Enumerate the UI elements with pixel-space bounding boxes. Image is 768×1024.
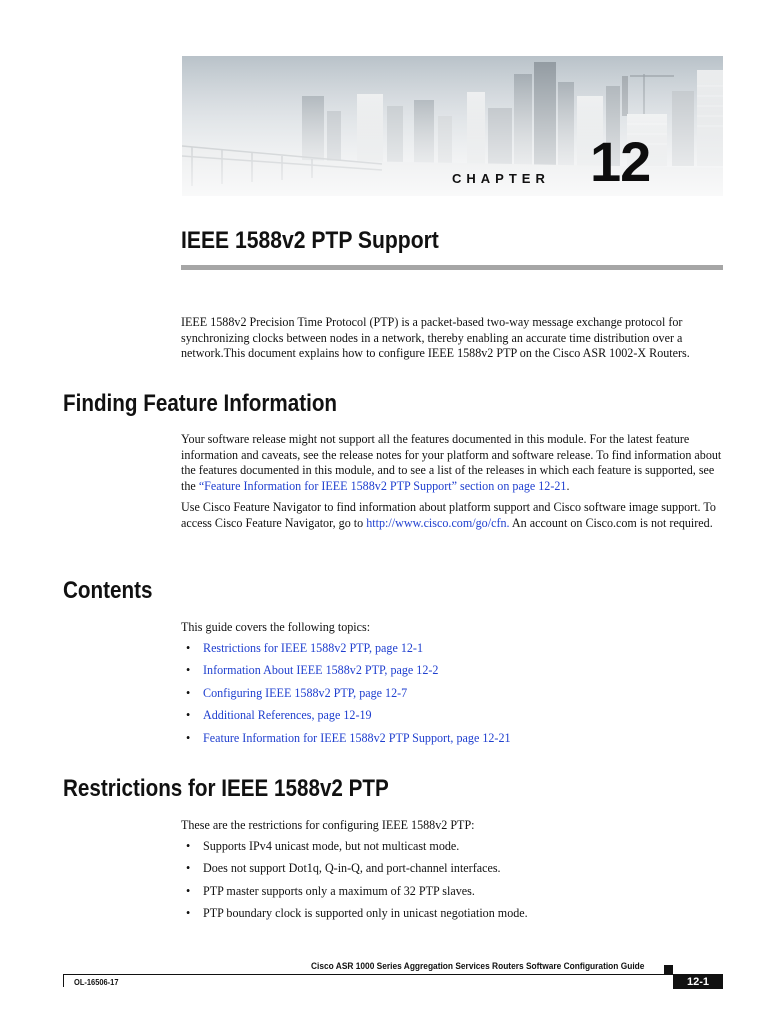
footer-marker	[664, 965, 673, 974]
cfn-link[interactable]: http://www.cisco.com/go/cfn.	[366, 515, 510, 530]
footer-doc-number: OL-16506-17	[74, 977, 119, 987]
list-item	[186, 727, 511, 749]
list-item	[186, 637, 511, 659]
finding-text-end: .	[566, 478, 570, 493]
list-item	[186, 659, 511, 681]
navigator-text-end: An account on Cisco.com is not required.	[509, 515, 713, 530]
restrictions-list	[186, 835, 528, 925]
list-item: • Does not support Dot1q, Q-in-Q, and port-channel interfaces.	[186, 857, 528, 879]
list-item: • PTP master supports only a maximum of 32 PTP slaves.	[186, 880, 528, 902]
toc-link-feature-info[interactable]: Feature Information for IEEE 1588v2 PTP Support, page 12-21	[203, 730, 511, 745]
toc-link-configuring[interactable]: Configuring IEEE 1588v2 PTP, page 12-7	[203, 685, 408, 700]
chapter-label: CHAPTER	[452, 171, 550, 186]
intro-paragraph: IEEE 1588v2 Precision Time Protocol (PTP) is a packet-based two-way message exchange protocol for synchronizing clocks between nodes in a network, thereby enabling an accurate time distribution over a network.This document explains how to configure IEEE 1588v2 PTP on the Cisco ASR 1002-X Routers.	[181, 315, 690, 360]
list-item: • PTP boundary clock is supported only in unicast negotiation mode.	[186, 902, 528, 924]
contents-list	[186, 637, 511, 749]
chapter-number: 12	[590, 130, 651, 193]
section-heading-contents: Contents	[63, 577, 153, 604]
finding-paragraph-2	[181, 500, 726, 531]
section-heading-finding: Finding Feature Information	[63, 390, 338, 417]
list-item: • Supports IPv4 unicast mode, but not multicast mode.	[186, 835, 528, 857]
toc-link-information[interactable]: Information About IEEE 1588v2 PTP, page 12-2	[203, 663, 439, 678]
feature-info-link[interactable]: “Feature Information for IEEE 1588v2 PTP Support” section on page 12-21	[198, 478, 567, 493]
restrictions-intro: These are the restrictions for configuring IEEE 1588v2 PTP:	[181, 818, 475, 832]
page-title: IEEE 1588v2 PTP Support	[181, 227, 439, 254]
list-item	[186, 704, 511, 726]
list-item	[186, 682, 511, 704]
section-heading-restrictions: Restrictions for IEEE 1588v2 PTP	[63, 775, 389, 802]
footer-guide-title: Cisco ASR 1000 Series Aggregation Services Routers Software Configuration Guide	[311, 961, 645, 972]
footer-rule	[63, 974, 723, 975]
toc-link-restrictions[interactable]: Restrictions for IEEE 1588v2 PTP, page 12-1	[203, 641, 424, 655]
finding-paragraph-1	[181, 432, 726, 494]
contents-intro: This guide covers the following topics:	[181, 620, 371, 634]
title-rule	[181, 265, 723, 270]
page-number: 12-1	[673, 975, 723, 989]
navigator-text: Use Cisco Feature Navigator to find information about platform support and Cisco software image support. To access Cisco Feature Navigator, go to	[181, 500, 716, 530]
finding-text: Your software release might not support all the features documented in this module. For the latest feature information and caveats, see the release notes for your platform and software release. To find information about the features documented in this module, and to see a list of the releases in which each feature is supported, see the	[181, 432, 722, 493]
footer-tick	[63, 974, 64, 987]
toc-link-references[interactable]: Additional References, page 12-19	[203, 708, 372, 723]
